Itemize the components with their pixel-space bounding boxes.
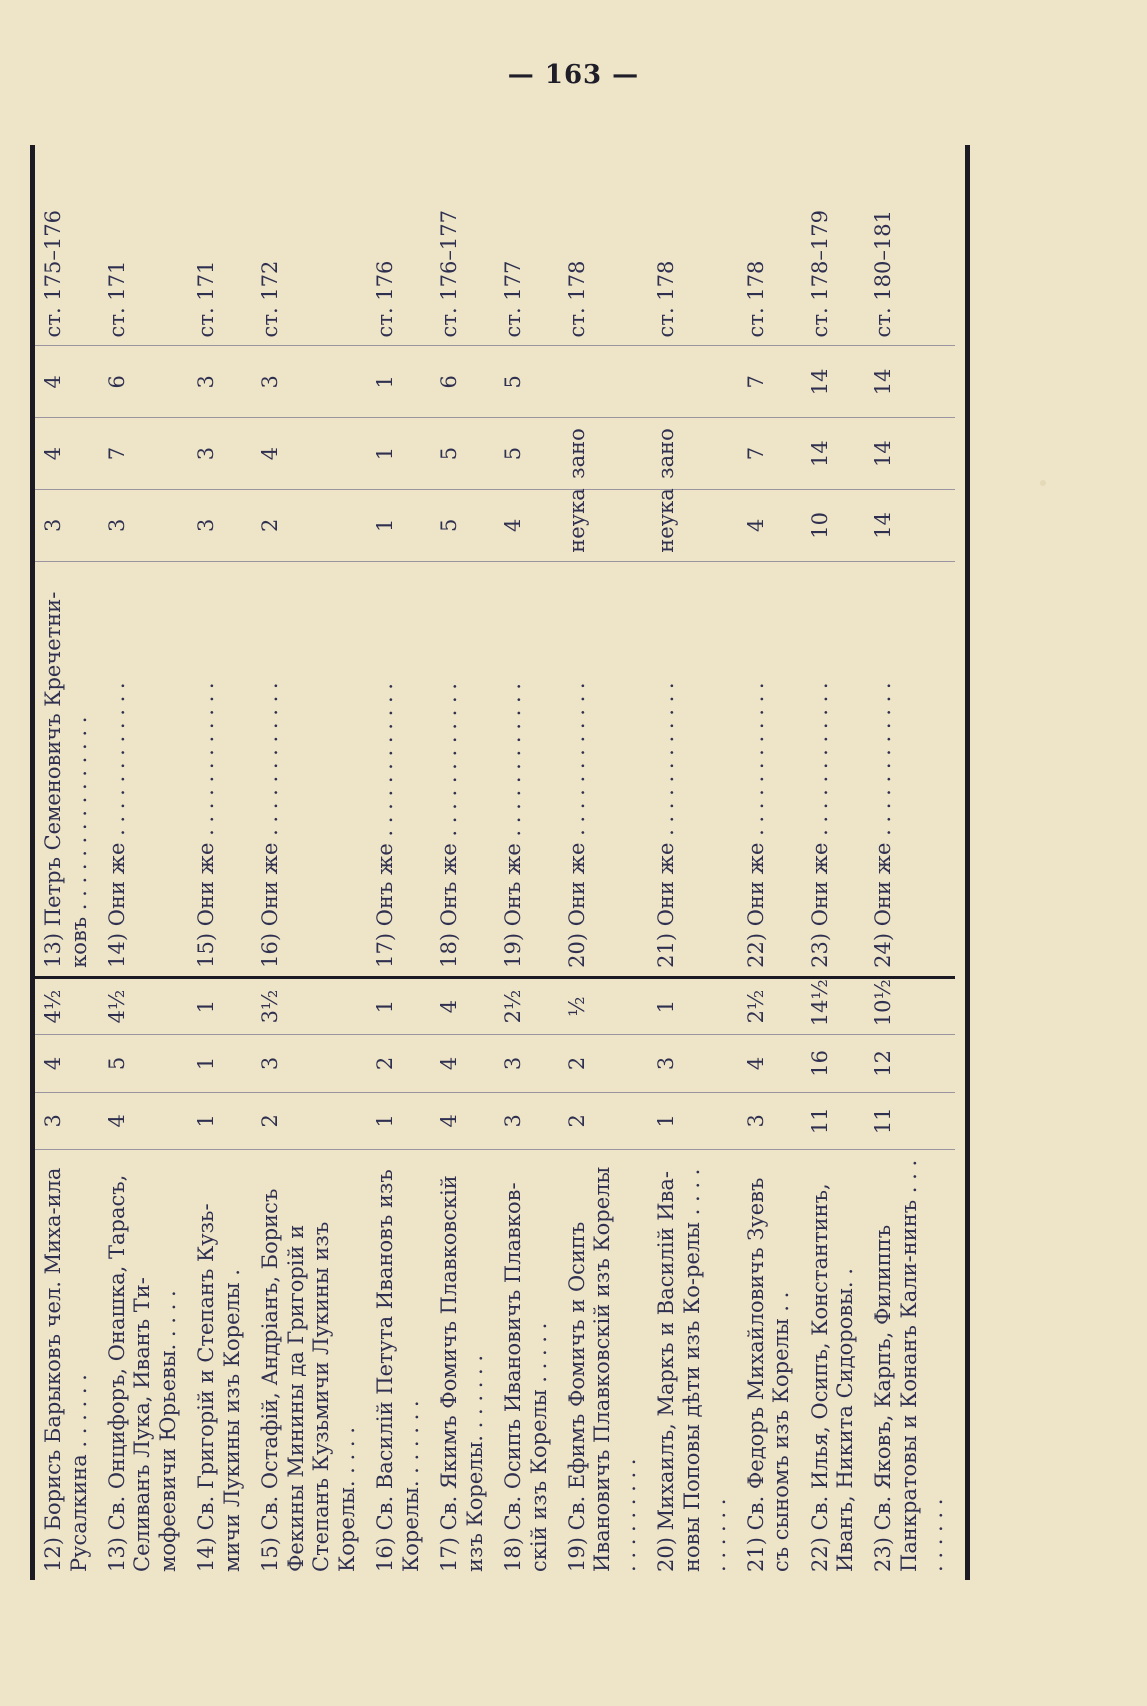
table-row — [431, 145, 495, 1580]
row-mid-count-1: 14 — [865, 489, 955, 561]
row-mid-count-3: 3 — [252, 346, 367, 418]
row-left-entry: 13) Св. Онцифоръ, Онашка, Тарасъ, Селиванъ Лука, Иванъ Ти-мофеевичи Юрьевы. . . . . — [104, 1174, 180, 1572]
row-count-3: 4½ — [99, 977, 189, 1034]
row-mid-count-1: 4 — [738, 489, 802, 561]
row-mid-count-2: 4 — [35, 418, 99, 490]
row-mid-count-3: 7 — [738, 346, 802, 418]
table-row — [802, 145, 866, 1580]
table-bottom-rule — [955, 145, 968, 1580]
row-mid-entry: 21) Они же . . . . . . . . . . . . — [648, 561, 738, 977]
row-count-2: 1 — [188, 1035, 252, 1092]
row-count-1: 3 — [738, 1092, 802, 1149]
row-count-3: 10½ — [865, 977, 955, 1034]
row-count-1: 1 — [188, 1092, 252, 1149]
row-mid-count-2: 3 — [188, 418, 252, 490]
row-count-3: 3½ — [252, 977, 367, 1034]
row-mid-count-1: 2 — [252, 489, 367, 561]
row-mid-entry: 20) Они же . . . . . . . . . . . . — [559, 561, 649, 977]
row-left-entry: 17) Св. Якимъ Фомичъ Плавковскій изъ Корелы. . . . . . . — [437, 1175, 487, 1572]
row-mid-count-1: неука — [559, 489, 649, 561]
row-left-entry: 20) Михаилъ, Маркъ и Василій Ива-новы Поповы дѣти изъ Ко-релы . . . . . . . . . . — [654, 1168, 730, 1572]
row-mid-entry: 19) Онъ же . . . . . . . . . . . . — [495, 561, 559, 977]
row-count-2: 16 — [802, 1035, 866, 1092]
row-reference: ст. 178 — [648, 145, 738, 346]
row-mid-entry: 13) Петръ Семеновичъ Кречетни-ковъ . . . . . . . . . . . . . . . — [35, 561, 99, 977]
row-count-1: 1 — [648, 1092, 738, 1149]
row-count-1: 2 — [559, 1092, 649, 1149]
row-count-2: 12 — [865, 1035, 955, 1092]
row-left-entry: 16) Св. Василій Петута Ивановъ изъ Корелы. . . . . . . — [373, 1169, 424, 1572]
row-count-2: 5 — [99, 1035, 189, 1092]
row-count-2: 4 — [738, 1035, 802, 1092]
row-mid-count-3: 3 — [188, 346, 252, 418]
paper-stain — [1040, 480, 1046, 486]
row-mid-count-2: 14 — [865, 418, 955, 490]
row-left-entry: 21) Св. Федоръ Михайловичъ Зуевъ съ сыномъ изъ Корелы . . — [743, 1177, 794, 1572]
row-mid-count-2: зано — [648, 418, 738, 490]
rotated-table-container — [30, 145, 970, 1580]
row-mid-count-1: 5 — [431, 489, 495, 561]
row-mid-count-3: 6 — [99, 346, 189, 418]
row-count-2: 3 — [648, 1035, 738, 1092]
row-left-entry: 14) Св. Григорій и Степанъ Кузь-мичи Лукины изъ Корелы . — [194, 1203, 244, 1572]
row-mid-entry: 24) Они же . . . . . . . . . . . . — [865, 561, 955, 977]
table-row — [738, 145, 802, 1580]
row-count-2: 2 — [367, 1035, 431, 1092]
row-count-1: 3 — [35, 1092, 99, 1149]
page-number: — 163 — — [507, 60, 640, 90]
table-row — [495, 145, 559, 1580]
row-mid-count-2: 14 — [802, 418, 866, 490]
row-mid-entry: 14) Они же . . . . . . . . . . . . — [99, 561, 189, 977]
row-count-1: 4 — [431, 1092, 495, 1149]
row-reference: ст. 178 — [738, 145, 802, 346]
table-row — [188, 145, 252, 1580]
row-reference: ст. 178 — [559, 145, 649, 346]
row-left-entry: 12) Борисъ Барыковъ чел. Миха-ила Русалкина . . . . . . — [41, 1167, 91, 1572]
row-reference: ст. 172 — [252, 145, 367, 346]
row-left-entry: 22) Св. Илья, Осипъ, Константинъ, Иванъ, Никита Сидоровы. . — [807, 1183, 858, 1572]
row-count-1: 4 — [99, 1092, 189, 1149]
row-count-3: 4 — [431, 977, 495, 1034]
row-left-entry: 15) Св. Остафій, Андріанъ, Борисъ Фекины Минины да Григорій и Степанъ Кузьмичи Лукины изъ Корелы. . . . . — [258, 1188, 359, 1572]
row-mid-count-1: 10 — [802, 489, 866, 561]
table-row — [367, 145, 431, 1580]
row-mid-count-2: 5 — [431, 418, 495, 490]
row-mid-count-1: 3 — [35, 489, 99, 561]
row-count-1: 11 — [802, 1092, 866, 1149]
row-mid-count-2: зано — [559, 418, 649, 490]
row-mid-count-3: 6 — [431, 346, 495, 418]
table-row — [35, 145, 99, 1580]
row-count-3: 1 — [648, 977, 738, 1034]
row-count-3: 2½ — [495, 977, 559, 1034]
table-row — [252, 145, 367, 1580]
row-mid-entry: 16) Они же . . . . . . . . . . . . — [252, 561, 367, 977]
row-mid-count-1: 1 — [367, 489, 431, 561]
row-count-3: ½ — [559, 977, 649, 1034]
row-count-3: 1 — [188, 977, 252, 1034]
row-reference: ст. 180–181 — [865, 145, 955, 346]
row-mid-count-3: 14 — [865, 346, 955, 418]
row-count-1: 1 — [367, 1092, 431, 1149]
row-reference: ст. 177 — [495, 145, 559, 346]
row-reference: ст. 176 — [367, 145, 431, 346]
bottom-rule-cell — [955, 145, 968, 1580]
row-count-3: 4½ — [35, 977, 99, 1034]
row-mid-count-3 — [648, 346, 738, 418]
row-mid-entry: 22) Они же . . . . . . . . . . . . — [738, 561, 802, 977]
row-mid-count-1: 3 — [99, 489, 189, 561]
row-mid-entry: 17) Онъ же . . . . . . . . . . . . — [367, 561, 431, 977]
row-left-entry: 19) Св. Ефимъ Фомичъ и Осипъ Ивановичъ Плавковскій изъ Корелы . . . . . . . . . — [564, 1166, 640, 1572]
row-count-2: 3 — [495, 1035, 559, 1092]
census-table — [30, 145, 970, 1580]
row-mid-count-3: 4 — [35, 346, 99, 418]
row-count-2: 3 — [252, 1035, 367, 1092]
row-reference: ст. 175–176 — [35, 145, 99, 346]
row-count-1: 3 — [495, 1092, 559, 1149]
row-count-1: 2 — [252, 1092, 367, 1149]
row-reference: ст. 171 — [188, 145, 252, 346]
row-reference: ст. 178–179 — [802, 145, 866, 346]
row-mid-count-2: 5 — [495, 418, 559, 490]
row-mid-count-1: 3 — [188, 489, 252, 561]
row-left-entry: 18) Св. Осипъ Ивановичъ Плавков-скій изъ Корелы . . . . . — [500, 1182, 551, 1572]
table-row — [559, 145, 649, 1580]
row-mid-count-2: 1 — [367, 418, 431, 490]
row-count-1: 11 — [865, 1092, 955, 1149]
row-mid-count-3: 5 — [495, 346, 559, 418]
row-mid-count-1: неука — [648, 489, 738, 561]
row-mid-count-2: 7 — [99, 418, 189, 490]
row-mid-count-3 — [559, 346, 649, 418]
row-left-entry: 23) Св. Яковъ, Карпъ, Филиппъ Панкратовы и Конанъ Кали-нинъ . . . . . . . . . — [871, 1159, 947, 1572]
row-reference: ст. 176–177 — [431, 145, 495, 346]
row-count-3: 1 — [367, 977, 431, 1034]
row-count-2: 4 — [35, 1035, 99, 1092]
row-count-2: 4 — [431, 1035, 495, 1092]
row-mid-count-2: 7 — [738, 418, 802, 490]
row-mid-entry: 15) Они же . . . . . . . . . . . . — [188, 561, 252, 977]
row-mid-count-1: 4 — [495, 489, 559, 561]
row-count-2: 2 — [559, 1035, 649, 1092]
row-mid-entry: 23) Они же . . . . . . . . . . . . — [802, 561, 866, 977]
row-reference: ст. 171 — [99, 145, 189, 346]
row-mid-entry: 18) Онъ же . . . . . . . . . . . . — [431, 561, 495, 977]
row-mid-count-3: 14 — [802, 346, 866, 418]
row-count-3: 14½ — [802, 977, 866, 1034]
row-mid-count-2: 4 — [252, 418, 367, 490]
row-count-3: 2½ — [738, 977, 802, 1034]
row-mid-count-3: 1 — [367, 346, 431, 418]
table-row — [99, 145, 189, 1580]
table-row — [648, 145, 738, 1580]
table-row — [865, 145, 955, 1580]
